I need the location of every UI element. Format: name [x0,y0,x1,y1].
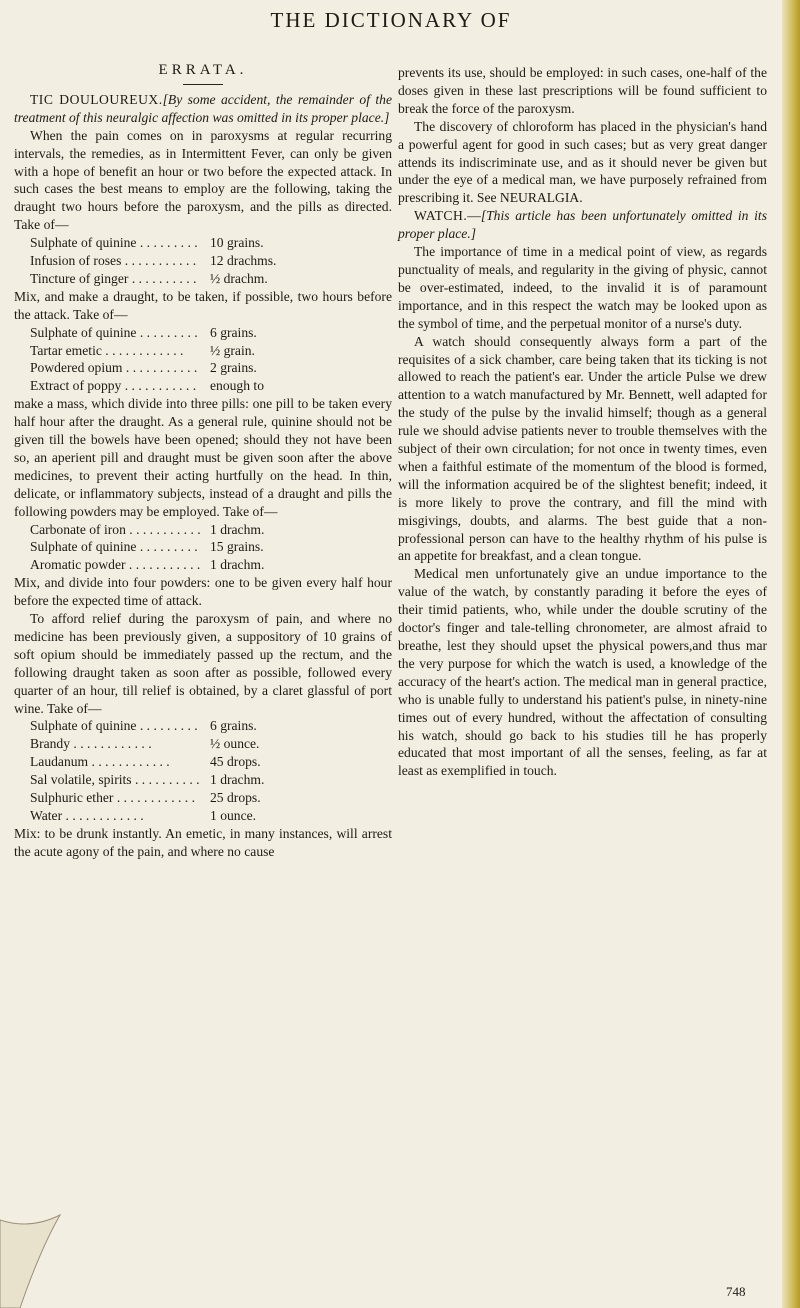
prescription-list [30,234,392,288]
prescription-row [30,538,392,556]
quantity: 1 drachm. [210,557,265,573]
quantity: enough to [210,378,264,394]
prescription-row [30,771,392,789]
prescription-row [30,270,392,288]
quantity: 15 grains. [210,539,264,555]
prescription-row [30,807,392,825]
paragraph: make a mass, which divide into three pills: one pill to be taken every half hour after the draught. As a general rule, quinine should not be given till the bowels have been opened; should they not have been so, an aperient pill and draught must be given soon after the above medicines, to prevent their acting hurtfully on the head. In thin, delicate, or inflammatory subjects, instead of a draught and pills the following powders may be employed. Take of— [14,396,392,519]
entry-watch: WATCH.—[This article has been unfortunately omitted in its proper place.] [398,208,767,242]
prescription-row [30,342,392,360]
prescription-row [30,753,392,771]
prescription-list [30,521,392,575]
paragraph: When the pain comes on in paroxysms at regular recurring intervals, the remedies, as in Intermittent Fever, can only be given with a hope of benefit an hour or two before the expected attack. In such cases the best means to employ are the following, taking the draught two hours before the paroxysm, and the pills as directed. Take of— [14,127,392,233]
page-edge [782,0,800,1308]
ingredient: Laudanum . . . [30,753,200,771]
entry-tic-douloureux [14,91,392,127]
paragraph: The discovery of chloroform has placed in the physician's hand a powerful agent for good in such cases; but as very great danger attends its indiscriminate use, and as it should never be given but under the eye of a medical man, we have purposely refrained from prescribing it. See NEURALGIA. [398,118,767,206]
ingredient: Sulphate of quinine . . . [30,717,200,735]
headword: WATCH. [414,208,468,224]
paragraph: Mix, and make a draught, to be taken, if possible, two hours before the attack. Take of— [14,288,392,322]
page-curl [0,1210,70,1308]
ingredient: Tartar emetic . . . [30,342,200,360]
prescription-row [30,359,392,377]
paragraph: The importance of time in a medical point of view, as regards punctuality of meals, and regularity in the giving of physic, cannot be over-estimated, indeed, to the invalid it is of paramount importance, and in this respect the watch may be looked upon as the symbol of time, and the perpetual monitor of a nurse's duty. [398,244,767,331]
quantity: ½ grain. [210,342,255,358]
prescription-row [30,377,392,395]
editorial-note: [This article has been unfortunately omitted in its proper place.] [398,208,767,242]
headword: TIC DOULOUREUX. [30,91,163,107]
page-title: THE DICTIONARY OF [270,8,512,32]
ingredient: Sulphate of quinine . . . [30,324,200,342]
ingredient: Aromatic powder . . . [30,556,200,574]
prescription-row [30,789,392,807]
paragraph: Medical men unfortunately give an undue importance to the value of the watch, by constantly parading it before the eyes of their timid patients, who, while under the double scrutiny of the doctor's finger and tale-telling chronometer, are almost afraid to breathe, lest they should upset the physical powers,and thus mar the very purpose for which the watch is used, a knowledge of the accuracy of the heart's action. The medical man in general practice, who is unable fully to understand his patient's pulse, in ninety-nine times out of every hundred, without the affectation of consulting his watch, should go back to his studies till he has properly educated that most important of all the senses, feeling, as far at least as exemplified in touch. [398,566,767,779]
ingredient: Sulphate of quinine . . . [30,538,200,556]
prescription-row [30,717,392,735]
ingredient: Tincture of ginger . . . [30,270,200,288]
ingredient: Water . . . [30,807,200,825]
ingredient: Sulphate of quinine . . . [30,234,200,252]
divider [183,84,223,85]
quantity: 6 grains. [210,324,257,340]
ingredient: Powdered opium . . . [30,359,200,377]
quantity: 6 grains. [210,718,257,734]
ingredient: Brandy . . . [30,735,200,753]
quantity: 2 grains. [210,360,257,376]
quantity: 1 ounce. [210,807,257,823]
prescription-row [30,324,392,342]
ingredient: Sulphuric ether . . . [30,789,200,807]
prescription-row [30,521,392,539]
paragraph: Mix: to be drunk instantly. An emetic, in many instances, will arrest the acute agony of the pain, and where no cause [14,825,392,859]
quantity: 10 grains. [210,235,264,251]
page-number: 748 [726,1284,746,1299]
quantity: 25 drops. [210,790,261,806]
left-column [14,62,392,861]
quantity: 1 drachm. [210,772,265,788]
right-column [398,64,767,780]
quantity: ½ ounce. [210,736,260,752]
paragraph: Mix, and divide into four powders: one to be given every half hour before the expected time of attack. [14,575,392,609]
paragraph: A watch should consequently always form a part of the requisites of a sick chamber, care being taken that its ticking is not allowed to reach the patient's ear. Under the article Pulse we drew attention to a watch manufactured by Mr. Bennett, well adapted for the study of the pulse by the invalid himself; though as a general rule we should advise patients never to trouble themselves with the subject of their own circulation; for not once in twenty times, even when a faithful estimate of the momentum of the blood is formed, will the information acquired be of the slightest benefit; indeed, it is more likely to prove the contrary, and fill the mind with misgivings, doubts, and alarms. The best guide that a non-professional person can have to the healthy rhythm of his pulse is an appetite for breakfast, and a clean tongue. [398,333,767,564]
ingredient: Infusion of roses . . . [30,252,200,270]
ingredient: Extract of poppy . . . [30,377,200,395]
prescription-list [30,717,392,824]
errata-heading: ERRATA. [158,62,248,78]
quantity: 45 drops. [210,754,261,770]
paragraph: To afford relief during the paroxysm of pain, and where no medicine has been previously given, a suppository of 10 grains of soft opium should be immediately passed up the rectum, and the following draught taken as soon after as possible, followed every quarter of an hour, till relief is obtained, by a claret glassful of port wine. Take of— [14,611,392,716]
quantity: 12 drachms. [210,253,277,269]
ingredient: Carbonate of iron . . . [30,521,200,539]
prescription-row [30,234,392,252]
editorial-note: [By some accident, the remainder of the treatment of this neuralgic affection was omitted in its proper place.] [14,91,392,125]
quantity: 1 drachm. [210,521,265,537]
prescription-row [30,735,392,753]
quantity: ½ drachm. [210,270,268,286]
paragraph: prevents its use, should be employed: in such cases, one-half of the doses given in these last prescriptions will be found sufficient to break the force of the paroxysm. [398,65,767,116]
ingredient: Sal volatile, spirits . . . [30,771,200,789]
prescription-row [30,252,392,270]
prescription-row [30,556,392,574]
prescription-list [30,324,392,396]
